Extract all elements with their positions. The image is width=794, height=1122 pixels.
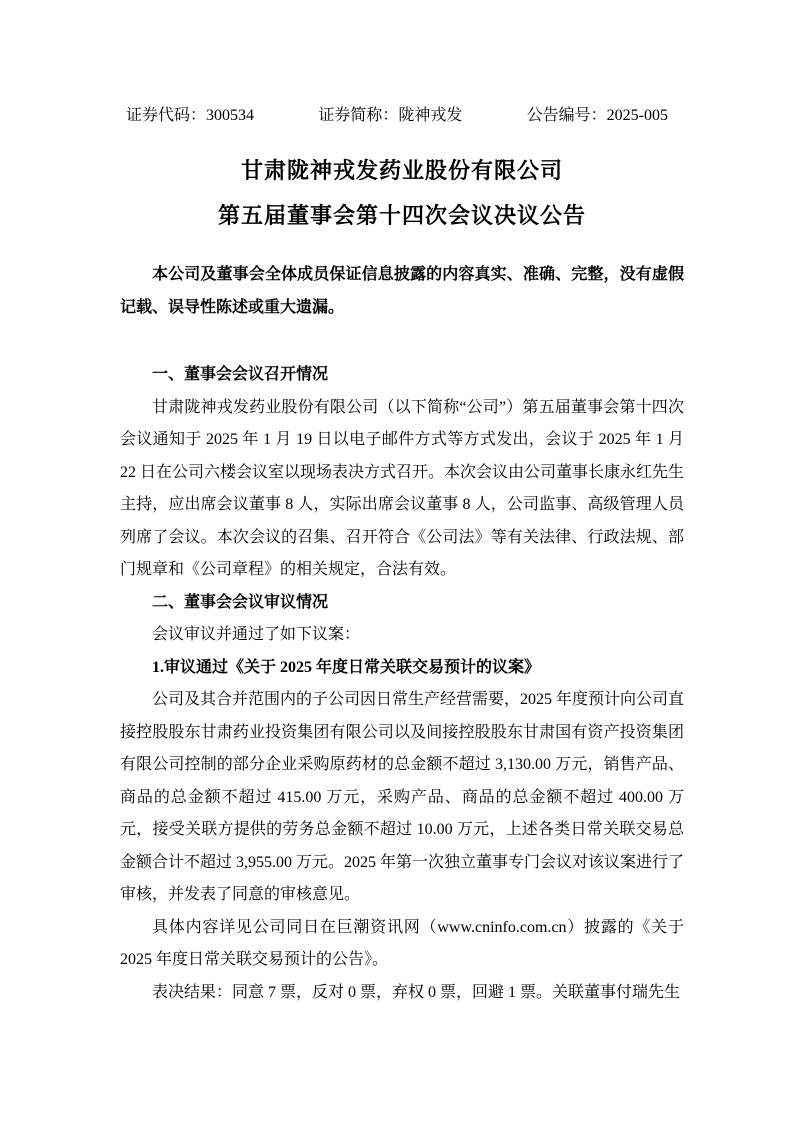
announcement-title: 第五届董事会第十四次会议决议公告 (217, 203, 586, 228)
stock-code: 证券代码：300534 (126, 107, 255, 124)
truthfulness-declaration: 本公司及董事会全体成员保证信息披露的内容真实、准确、完整，没有虚假记载、误导性陈述或重大遗漏。 (120, 266, 684, 316)
proposal1-heading: 1.审议通过《关于 2025 年度日常关联交易预计的议案》 (152, 658, 541, 676)
section1-body: 甘肃陇神戎发药业股份有限公司（以下简称“公司”）第五届董事会第十四次会议通知于 2025 年 1 月 19 日以电子邮件方式等方式发出，会议于 2025 年 1 月 22 日在公司六楼会议室以现场表决方式召开。本次会议由公司董事长康永红先生主持，应出席会议董事 8 人，实际出席会议董事 8 人，公司监事、高级管理人员列席了会议。本次会议的召集、召开符合《公司法》等有关法律、行政法规、部门规章和《公司章程》的相关规定，合法有效。 (120, 398, 685, 578)
section1-heading: 一、董事会会议召开情况 (152, 366, 329, 383)
section2-intro: 会议审议并通过了如下议案： (152, 626, 361, 643)
announcement-number: 公告编号：2025-005 (526, 107, 668, 124)
company-name: 甘肃陇神戎发药业股份有限公司 (240, 158, 563, 183)
section2-heading: 二、董事会会议审议情况 (152, 593, 329, 611)
proposal1-body: 公司及其合并范围内的子公司因日常生产经营需要，2025 年度预计向公司直接控股股东甘肃药业投资集团有限公司以及间接控股股东甘肃国有资产投资集团有限公司控制的部分企业采购原药材的总金额不超过 3,130.00 万元，销售产品、商品的总金额不超过 415.00 万元，采购产品、商品的总金额不超过 400.00 万元，接受关联方提供的劳务总金额不超过 10.00 万元，上述各类日常关联交易总金额合计不超过 3,955.00 万元。2025 年第一次独立董事专门会议对该议案进行了审核，并发表了同意的审核意见。 (120, 691, 685, 903)
document-title (120, 148, 684, 238)
proposal1-disclosure: 具体内容详见公司同日在巨潮资讯网（www.cninfo.com.cn）披露的《关于 2025 年度日常关联交易预计的公告》。 (120, 918, 684, 968)
stock-short-name: 证券简称：陇神戎发 (318, 107, 463, 124)
proposal1-vote-result: 表决结果：同意 7 票，反对 0 票，弃权 0 票，回避 1 票。关联董事付瑞先生 (152, 983, 681, 1001)
document-header (120, 99, 684, 132)
